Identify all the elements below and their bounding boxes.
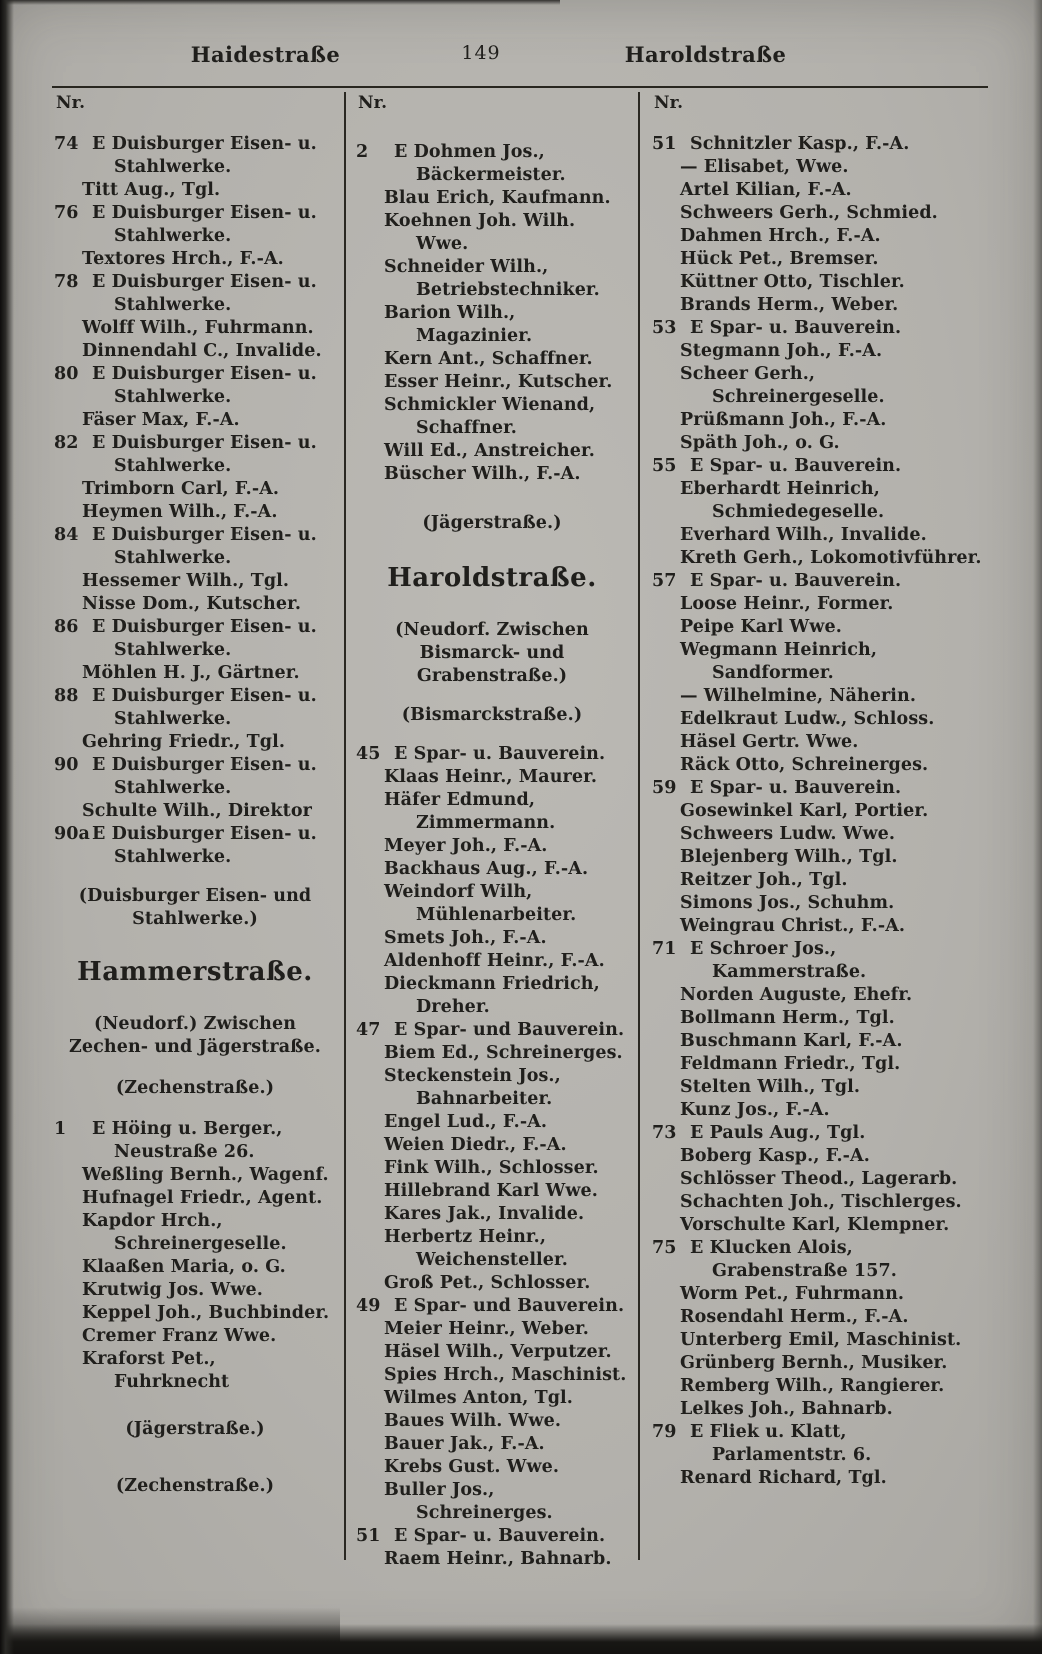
scan-edge-right	[1033, 0, 1042, 1654]
owner-text: E Klucken Alois, Grabenstraße 157.	[690, 1238, 897, 1281]
owner-text: E Duisburger Eisen- u. Stahlwerke.	[92, 364, 317, 407]
scan-edge-left	[0, 0, 14, 1654]
resident-line: Everhard Wilh., Invalide.	[680, 525, 927, 545]
spacer	[54, 1100, 336, 1118]
nr-column-label: Nr.	[56, 93, 86, 113]
house-entry-line	[652, 1421, 984, 1467]
resident-line: Remberg Wilh., Rangierer.	[680, 1376, 945, 1396]
house-entry-line	[54, 616, 336, 662]
running-head	[0, 42, 1042, 76]
resident-line: Gosewinkel Karl, Portier.	[680, 801, 929, 821]
resident-line: Dinnendahl C., Invalide.	[82, 341, 322, 361]
resident-line: Klaaßen Maria, o. G.	[82, 1257, 286, 1277]
column-2	[346, 92, 640, 1569]
resident-line: Fink Wilh., Schlosser.	[384, 1158, 599, 1178]
resident-line: Späth Joh., o. G.	[680, 433, 840, 453]
resident-line: Textores Hrch., F.-A.	[82, 249, 284, 269]
page-number: 149	[461, 42, 501, 64]
resident-line: Renard Richard, Tgl.	[680, 1468, 887, 1488]
resident-line: Groß Pet., Schlosser.	[384, 1273, 591, 1293]
house-number: 75	[652, 1238, 677, 1258]
house-entry-line	[54, 432, 336, 478]
resident-line: Klaas Heinr., Maurer.	[384, 767, 598, 787]
house-number: 59	[652, 778, 677, 798]
house-number: 82	[54, 433, 79, 453]
resident-line: Koehnen Joh. Wilh. Wwe.	[384, 211, 576, 254]
resident-line: Krebs Gust. Wwe.	[384, 1457, 560, 1477]
resident-line: Engel Lud., F.-A.	[384, 1112, 548, 1132]
house-number: 78	[54, 272, 79, 292]
resident-line: Heymen Wilh., F.-A.	[82, 502, 278, 522]
resident-line: Nisse Dom., Kutscher.	[82, 594, 302, 614]
resident-line: Schachten Joh., Tischlerges.	[680, 1192, 962, 1212]
house-number: 57	[652, 571, 677, 591]
resident-line: Bauer Jak., F.-A.	[384, 1434, 545, 1454]
house-entry-line	[54, 524, 336, 570]
spacer	[54, 869, 336, 885]
resident-line: Stelten Wilh., Tgl.	[680, 1077, 861, 1097]
spacer	[54, 1394, 336, 1418]
resident-line: Rosendahl Herm., F.-A.	[680, 1307, 909, 1327]
house-number: 74	[54, 134, 79, 154]
resident-line: Häsel Gertr. Wwe.	[680, 732, 859, 752]
resident-line: Hessemer Wilh., Tgl.	[82, 571, 290, 591]
resident-line: Buschmann Karl, F.-A.	[680, 1031, 903, 1051]
house-entry-line	[652, 1122, 984, 1145]
resident-line: Kares Jak., Invalide.	[384, 1204, 585, 1224]
spacer	[54, 1441, 336, 1475]
resident-line: Simons Jos., Schuhm.	[680, 893, 895, 913]
resident-line: Meyer Joh., F.-A.	[384, 836, 548, 856]
resident-line: Schulte Wilh., Direktor	[82, 801, 312, 821]
resident-line: Häfer Edmund, Zimmermann.	[384, 790, 556, 833]
cross-reference-note: (Neudorf.) Zwischen Zechen- und Jägerstraße.	[69, 1014, 321, 1057]
resident-line: Hück Pet., Bremser.	[680, 249, 879, 269]
resident-line: Unterberg Emil, Maschinist.	[680, 1330, 962, 1350]
column-3	[640, 92, 984, 1560]
house-entry-line	[652, 455, 984, 478]
column-1	[54, 92, 346, 1560]
scan-edge-bottom	[0, 1624, 1042, 1654]
spacer	[54, 115, 336, 133]
house-entry-line	[54, 685, 336, 731]
directory-columns	[54, 92, 986, 1569]
street-heading: Haroldstraße.	[387, 563, 597, 593]
resident-line: Trimborn Carl, F.-A.	[82, 479, 280, 499]
house-entry-line	[54, 202, 336, 248]
scan-edge-top	[0, 0, 560, 5]
owner-text: E Duisburger Eisen- u. Stahlwerke.	[92, 203, 317, 246]
owner-text: E Duisburger Eisen- u. Stahlwerke.	[92, 272, 317, 315]
house-entry-line	[54, 363, 336, 409]
resident-line: Keppel Joh., Buchbinder.	[82, 1303, 330, 1323]
owner-text: E Duisburger Eisen- u. Stahlwerke.	[92, 134, 317, 177]
resident-line: Weingrau Christ., F.-A.	[680, 916, 906, 936]
house-number: 55	[652, 456, 677, 476]
resident-line: Vorschulte Karl, Klempner.	[680, 1215, 950, 1235]
owner-text: E Duisburger Eisen- u. Stahlwerke.	[92, 525, 317, 568]
cross-reference-note: (Bismarckstraße.)	[401, 705, 583, 725]
resident-line: — Elisabet, Wwe.	[680, 157, 849, 177]
house-number: 47	[356, 1020, 381, 1040]
resident-line: Smets Joh., F.-A.	[384, 928, 547, 948]
house-entry-line	[652, 133, 984, 156]
spacer	[356, 727, 628, 743]
house-number: 76	[54, 203, 79, 223]
house-number: 90	[54, 755, 79, 775]
resident-line: Steckenstein Jos., Bahnarbeiter.	[384, 1066, 561, 1109]
house-entry-line	[356, 743, 628, 766]
owner-text: E Spar- u. Bauverein.	[690, 778, 902, 798]
owner-text: E Duisburger Eisen- u. Stahlwerke.	[92, 433, 317, 476]
resident-line: Buller Jos., Schreinerges.	[384, 1480, 553, 1523]
resident-line: Grünberg Bernh., Musiker.	[680, 1353, 948, 1373]
house-entry-line	[54, 133, 336, 179]
resident-line: Artel Kilian, F.-A.	[680, 180, 852, 200]
house-number: 79	[652, 1422, 677, 1442]
resident-line: Boberg Kasp., F.-A.	[680, 1146, 870, 1166]
house-number: 73	[652, 1123, 677, 1143]
house-number: 1	[54, 1119, 67, 1139]
house-entry-line	[652, 777, 984, 800]
resident-line: Räck Otto, Schreinerges.	[680, 755, 929, 775]
cross-reference-note: (Jägerstraße.)	[125, 1419, 265, 1439]
house-entry-line	[652, 938, 984, 984]
owner-text: E Pauls Aug., Tgl.	[690, 1123, 866, 1143]
resident-line: Barion Wilh., Magazinier.	[384, 303, 533, 346]
resident-line: Bollmann Herm., Tgl.	[680, 1008, 895, 1028]
resident-line: Feldmann Friedr., Tgl.	[680, 1054, 901, 1074]
resident-line: Häsel Wilh., Verputzer.	[384, 1342, 612, 1362]
cross-reference-note: (Zechenstraße.)	[115, 1078, 275, 1098]
owner-text: E Spar- u. Bauverein.	[690, 456, 902, 476]
resident-line: Eberhardt Heinrich, Schmiedegeselle.	[680, 479, 885, 522]
resident-line: Spies Hrch., Maschinist.	[384, 1365, 627, 1385]
house-number: 51	[356, 1526, 381, 1546]
resident-line: Kunz Jos., F.-A.	[680, 1100, 830, 1120]
owner-text: Schnitzler Kasp., F.-A.	[690, 134, 910, 154]
resident-line: Meier Heinr., Weber.	[384, 1319, 589, 1339]
owner-text: E Schroer Jos., Kammerstraße.	[690, 939, 867, 982]
resident-line: Weindorf Wilh, Mühlenarbeiter.	[384, 882, 577, 925]
house-number: 49	[356, 1296, 381, 1316]
house-number: 86	[54, 617, 79, 637]
resident-line: Loose Heinr., Former.	[680, 594, 894, 614]
resident-line: Schlösser Theod., Lagerarb.	[680, 1169, 958, 1189]
house-entry-line	[54, 1118, 336, 1164]
resident-line: Backhaus Aug., F.-A.	[384, 859, 589, 879]
owner-text: E Spar- und Bauverein.	[394, 1296, 625, 1316]
resident-line: Dahmen Hrch., F.-A.	[680, 226, 881, 246]
cross-reference-note: (Duisburger Eisen- und Stahlwerke.)	[78, 886, 312, 929]
owner-text: E Spar- u. Bauverein.	[394, 744, 606, 764]
house-number: 90a	[54, 824, 90, 844]
resident-line: Biem Ed., Schreinerges.	[384, 1043, 623, 1063]
owner-text: E Spar- u. Bauverein.	[394, 1526, 606, 1546]
owner-text: E Dohmen Jos., Bäckermeister.	[394, 142, 566, 185]
resident-line: Cremer Franz Wwe.	[82, 1326, 277, 1346]
resident-line: Raem Heinr., Bahnarb.	[384, 1549, 612, 1569]
house-number: 88	[54, 686, 79, 706]
resident-line: Gehring Friedr., Tgl.	[82, 732, 286, 752]
resident-line: Will Ed., Anstreicher.	[384, 441, 595, 461]
house-entry-line	[356, 1525, 628, 1548]
resident-line: Küttner Otto, Tischler.	[680, 272, 905, 292]
house-number: 71	[652, 939, 677, 959]
resident-line: Hufnagel Friedr., Agent.	[82, 1188, 323, 1208]
resident-line: — Wilhelmine, Näherin.	[680, 686, 917, 706]
resident-line: Lelkes Joh., Bahnarb.	[680, 1399, 893, 1419]
running-head-right-street: Haroldstraße	[624, 42, 787, 67]
house-entry-line	[54, 271, 336, 317]
resident-line: Kreth Gerh., Lokomotivführer.	[680, 548, 982, 568]
resident-line: Baues Wilh. Wwe.	[384, 1411, 562, 1431]
house-number: 84	[54, 525, 79, 545]
house-entry-line	[54, 754, 336, 800]
nr-column-label: Nr.	[654, 93, 684, 113]
resident-line: Schweers Ludw. Wwe.	[680, 824, 896, 844]
owner-text: E Spar- u. Bauverein.	[690, 318, 902, 338]
resident-line: Esser Heinr., Kutscher.	[384, 372, 613, 392]
resident-line: Wegmann Heinrich, Sandformer.	[680, 640, 878, 683]
resident-line: Aldenhoff Heinr., F.-A.	[384, 951, 605, 971]
owner-text: E Spar- u. Bauverein.	[690, 571, 902, 591]
house-entry-line	[356, 1295, 628, 1318]
owner-text: E Duisburger Eisen- u. Stahlwerke.	[92, 686, 317, 729]
owner-text: E Duisburger Eisen- u. Stahlwerke.	[92, 755, 317, 798]
house-entry-line	[356, 1019, 628, 1042]
resident-line: Weßling Bernh., Wagenf.	[82, 1165, 329, 1185]
house-entry-line	[54, 823, 336, 869]
resident-line: Kapdor Hrch., Schreinergeselle.	[82, 1211, 287, 1254]
house-number: 53	[652, 318, 677, 338]
resident-line: Büscher Wilh., F.-A.	[384, 464, 581, 484]
house-number: 2	[356, 142, 369, 162]
spacer	[54, 991, 336, 1013]
resident-line: Hillebrand Karl Wwe.	[384, 1181, 598, 1201]
cross-reference-note: (Neudorf. Zwischen Bismarck- und Grabenstraße.)	[395, 620, 589, 686]
resident-line: Krutwig Jos. Wwe.	[82, 1280, 263, 1300]
resident-line: Edelkraut Ludw., Schloss.	[680, 709, 935, 729]
spacer	[356, 688, 628, 704]
resident-line: Wolff Wilh., Fuhrmann.	[82, 318, 314, 338]
resident-line: Kraforst Pet., Fuhrknecht	[82, 1349, 230, 1392]
resident-line: Blejenberg Wilh., Tgl.	[680, 847, 898, 867]
nr-column-label: Nr.	[358, 93, 388, 113]
resident-line: Stegmann Joh., F.-A.	[680, 341, 883, 361]
resident-line: Prüßmann Joh., F.-A.	[680, 410, 887, 430]
running-head-left-street: Haidestraße	[190, 42, 341, 67]
resident-line: Möhlen H. J., Gärtner.	[82, 663, 300, 683]
house-entry-line	[652, 317, 984, 340]
owner-text: E Fliek u. Klatt, Parlamentstr. 6.	[690, 1422, 872, 1465]
spacer	[54, 931, 336, 953]
resident-line: Reitzer Joh., Tgl.	[680, 870, 848, 890]
house-number: 80	[54, 364, 79, 384]
resident-line: Blau Erich, Kaufmann.	[384, 188, 611, 208]
resident-line: Worm Pet., Fuhrmann.	[680, 1284, 905, 1304]
resident-line: Dieckmann Friedrich, Dreher.	[384, 974, 600, 1017]
house-entry-line	[652, 1237, 984, 1283]
owner-text: E Spar- und Bauverein.	[394, 1020, 625, 1040]
resident-line: Schweers Gerh., Schmied.	[680, 203, 938, 223]
house-number: 45	[356, 744, 381, 764]
resident-line: Fäser Max, F.-A.	[82, 410, 240, 430]
resident-line: Scheer Gerh., Schreinergeselle.	[680, 364, 885, 407]
spacer	[356, 486, 628, 512]
resident-line: Herbertz Heinr., Weichensteller.	[384, 1227, 568, 1270]
resident-line: Schneider Wilh., Betriebstechniker.	[384, 257, 600, 300]
resident-line: Kern Ant., Schaffner.	[384, 349, 593, 369]
resident-line: Schmickler Wienand, Schaffner.	[384, 395, 596, 438]
owner-text: E Duisburger Eisen- u. Stahlwerke.	[92, 617, 317, 660]
cross-reference-note: (Jägerstraße.)	[422, 513, 562, 533]
street-heading: Hammerstraße.	[77, 957, 313, 987]
house-entry-line	[356, 141, 628, 187]
spacer	[356, 535, 628, 559]
owner-text: E Höing u. Berger., Neustraße 26.	[92, 1119, 283, 1162]
spacer	[356, 115, 628, 141]
resident-line: Wilmes Anton, Tgl.	[384, 1388, 574, 1408]
house-entry-line	[652, 570, 984, 593]
resident-line: Weien Diedr., F.-A.	[384, 1135, 567, 1155]
resident-line: Peipe Karl Wwe.	[680, 617, 842, 637]
resident-line: Brands Herm., Weber.	[680, 295, 899, 315]
spacer	[356, 597, 628, 619]
resident-line: Titt Aug., Tgl.	[82, 180, 221, 200]
spacer	[652, 115, 984, 133]
owner-text: E Duisburger Eisen- u. Stahlwerke.	[92, 824, 317, 867]
resident-line: Norden Auguste, Ehefr.	[680, 985, 913, 1005]
cross-reference-note: (Zechenstraße.)	[115, 1476, 275, 1496]
spacer	[54, 1059, 336, 1077]
house-number: 51	[652, 134, 677, 154]
header-rule	[52, 86, 988, 88]
